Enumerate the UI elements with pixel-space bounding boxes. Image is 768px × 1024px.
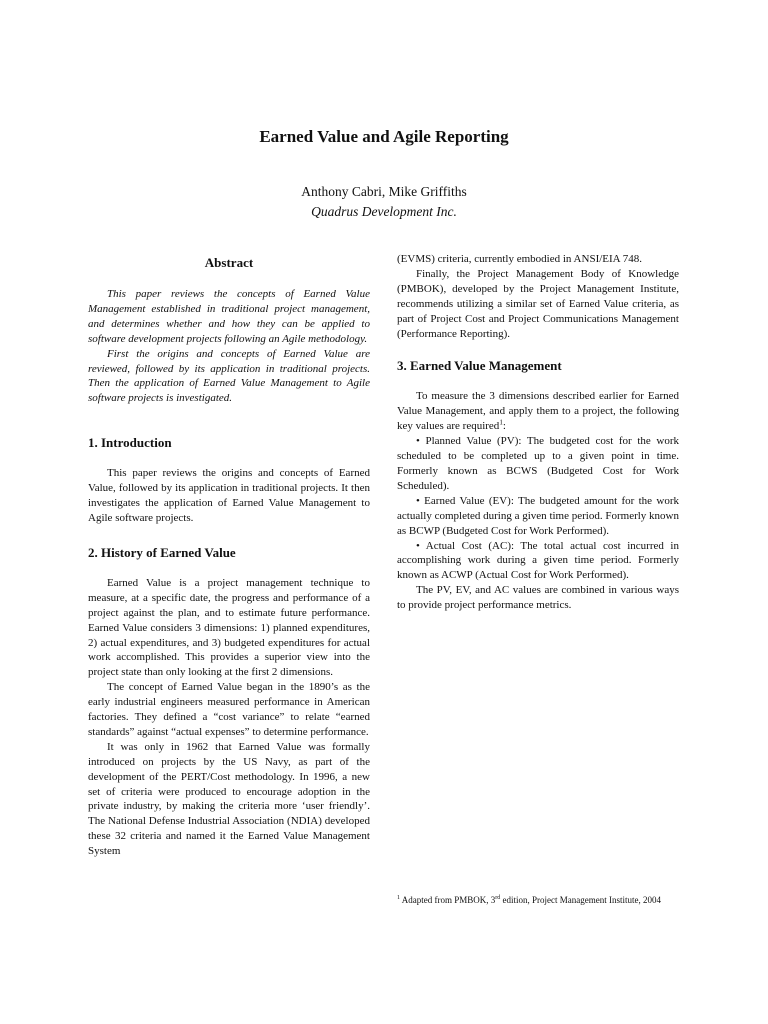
abstract-heading: Abstract (204, 255, 254, 270)
footnote-reference: 1 (499, 418, 503, 427)
section-heading-history: 2. History of Earned Value (88, 544, 236, 560)
footnote-text-after: edition, Project Management Institute, 2004 (500, 895, 661, 905)
body-paragraph: Earned Value is a project management technique to measure, at a specific date, the progress and performance of a project against the plan, and to estimate future performance. Earned Value considers 3 dimensions: 1) planned expenditures, 2) actual expenditures, and 3) budgeted expenditures for actual work accomplished. This provides a superior view into the project state than only looking at the first 2 dimensions. (88, 576, 370, 679)
abstract-paragraph: This paper reviews the concepts of Earned Value Management established in traditional project management, and determines whether and how they can be applied to software development projects following an Agile methodology. (88, 288, 370, 345)
list-item: • Earned Value (EV): The budgeted amount for the work actually completed during a given time period. Formerly known as BCWP (Budgeted Cost for Work Performed). (397, 494, 679, 537)
abstract-paragraph: First the origins and concepts of Earned Value are reviewed, followed by its application in traditional projects. Then the application of Earned Value Management to Agile software projects is investigated. (88, 347, 370, 405)
body-paragraph: (EVMS) criteria, currently embodied in ANSI/EIA 748. (397, 253, 643, 265)
evm-intro-end: : (502, 420, 506, 433)
section-heading-earned-value-management: 3. Earned Value Management (397, 358, 562, 374)
footnote-ordinal: rd (495, 895, 501, 901)
body-paragraph: The concept of Earned Value began in the 1890’s as the early industrial engineers measured performance in American factories. They defined a “cost variance” to relate “earned standards” against “actual expenses” to determine performance. (88, 681, 370, 738)
body-paragraph: This paper reviews the origins and concepts of Earned Value, followed by its application in traditional projects. It then investigates the application of Earned Value Management to Agile software projects. (88, 467, 370, 524)
footnote-text-before: Adapted from PMBOK, 3 (400, 895, 496, 905)
author-names: Anthony Cabri, Mike Griffiths (301, 184, 467, 199)
body-paragraph: The PV, EV, and AC values are combined in various ways to provide project performance metrics. (397, 584, 679, 612)
footnote-marker: 1 (397, 895, 400, 901)
evm-intro-text: To measure the 3 dimensions described earlier for Earned Value Management, and apply them to a project, the following key values are required (397, 390, 679, 433)
body-paragraph (397, 389, 679, 434)
right-column (397, 252, 679, 613)
body-paragraph: It was only in 1962 that Earned Value was formally introduced on projects by the US Navy, as part of the development of the PERT/Cost methodology. In 1996, a new set of criteria were produced to encourage adoption in the private industry, by making the criteria more ‘user friendly’. The National Defense Industrial Association (NDIA) developed these 32 criteria and named it the Earned Value Management System (88, 740, 370, 858)
author-affiliation: Quadrus Development Inc. (311, 204, 457, 219)
section-heading-introduction: 1. Introduction (88, 435, 172, 451)
body-paragraph: Finally, the Project Management Body of Knowledge (PMBOK), developed by the Project Management Institute, recommends utilizing a similar set of Earned Value criteria, as part of Project Cost and Project Communications Management (Performance Reporting). (397, 267, 679, 340)
list-item: • Planned Value (PV): The budgeted cost for the work scheduled to be completed up to a given point in time. Formerly known as BCWS (Budgeted Cost for Work Scheduled). (397, 435, 679, 492)
paper-title: Earned Value and Agile Reporting (259, 127, 509, 146)
abstract-section (88, 256, 370, 406)
left-column (88, 252, 370, 859)
footnote (397, 894, 682, 906)
list-item: • Actual Cost (AC): The total actual cost incurred in accomplishing work during a given time period. Formerly known as ACWP (Actual Cost for Work Performed). (397, 539, 679, 582)
